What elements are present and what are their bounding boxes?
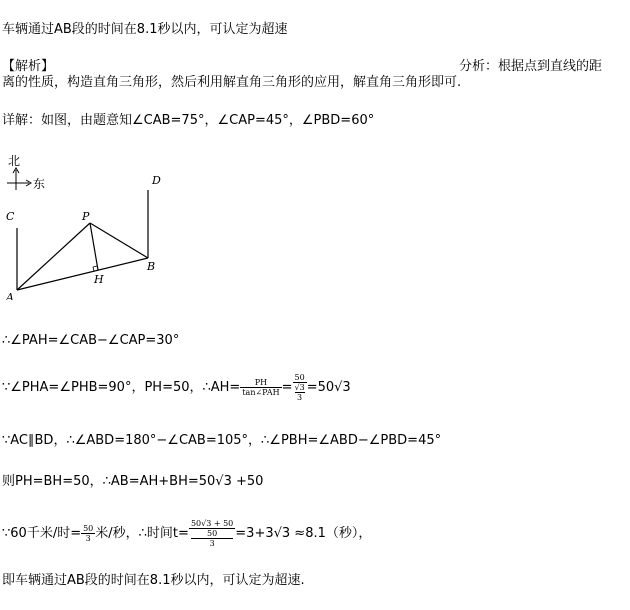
detail-line: 详解：如图，由题意知∠CAB=75°，∠CAP=45°，∠PBD=60° <box>2 113 375 128</box>
fraction-50-root3: 50 √3 3 <box>294 373 305 402</box>
line-AB <box>17 258 148 290</box>
north-label: 北 <box>8 154 21 168</box>
result-line: 车辆通过AB段的时间在8.1秒以内，可认定为超速 <box>2 22 288 37</box>
solution-label: 【解析】 <box>2 59 55 74</box>
step-3: ∵AC∥BD，∴∠ABD=180°−∠CAB=105°，∴∠PBH=∠ABD−∠PBD=45° <box>2 433 442 448</box>
label-H: H <box>94 273 104 286</box>
fraction-50-3: $\frac{50}{3}$ <box>83 524 94 543</box>
label-A: A <box>6 291 14 300</box>
conclusion-line: 即车辆通过AB段的时间在8.1秒以内，可认定为超速. <box>2 573 305 588</box>
step-2 <box>2 373 351 402</box>
step-2-prefix: ∵∠PHA=∠PHB=90°，PH=50，∴AH= <box>2 380 241 395</box>
label-C: C <box>6 210 15 223</box>
fraction-ph-tan: $\frac{PH}{\text{tan∠PAH}}$ <box>242 378 280 397</box>
label-B: B <box>147 260 156 273</box>
east-label: 东 <box>33 177 46 191</box>
step-2-mid: = <box>281 380 293 395</box>
step-5-c: =3+3√3 ≈8.1（秒）， <box>235 526 372 541</box>
step-2-suffix: =50√3 <box>306 380 351 395</box>
step-5-b: 米/秒，∴时间t= <box>95 526 189 541</box>
line-PH <box>90 223 98 270</box>
label-D: D <box>152 174 161 187</box>
step-5 <box>2 519 371 548</box>
step-5-a: ∵60千米/时= <box>2 526 82 541</box>
line-PB <box>90 223 148 258</box>
analysis-line-1: 分析：根据点到直线的距 <box>459 59 603 74</box>
line-AP <box>17 223 90 290</box>
step-4: 则PH=BH=50，∴AB=AH+BH=50√3 +50 <box>2 474 264 489</box>
label-P: P <box>82 210 90 223</box>
fraction-time: 50√3 + 50 50 3 <box>190 519 234 548</box>
analysis-line-2: 离的性质，构造直角三角形，然后利用解直角三角形的应用，解直角三角形即可. <box>2 75 462 90</box>
step-1: ∴∠PAH=∠CAB−∠CAP=30° <box>2 333 180 348</box>
geometry-figure <box>0 150 180 300</box>
